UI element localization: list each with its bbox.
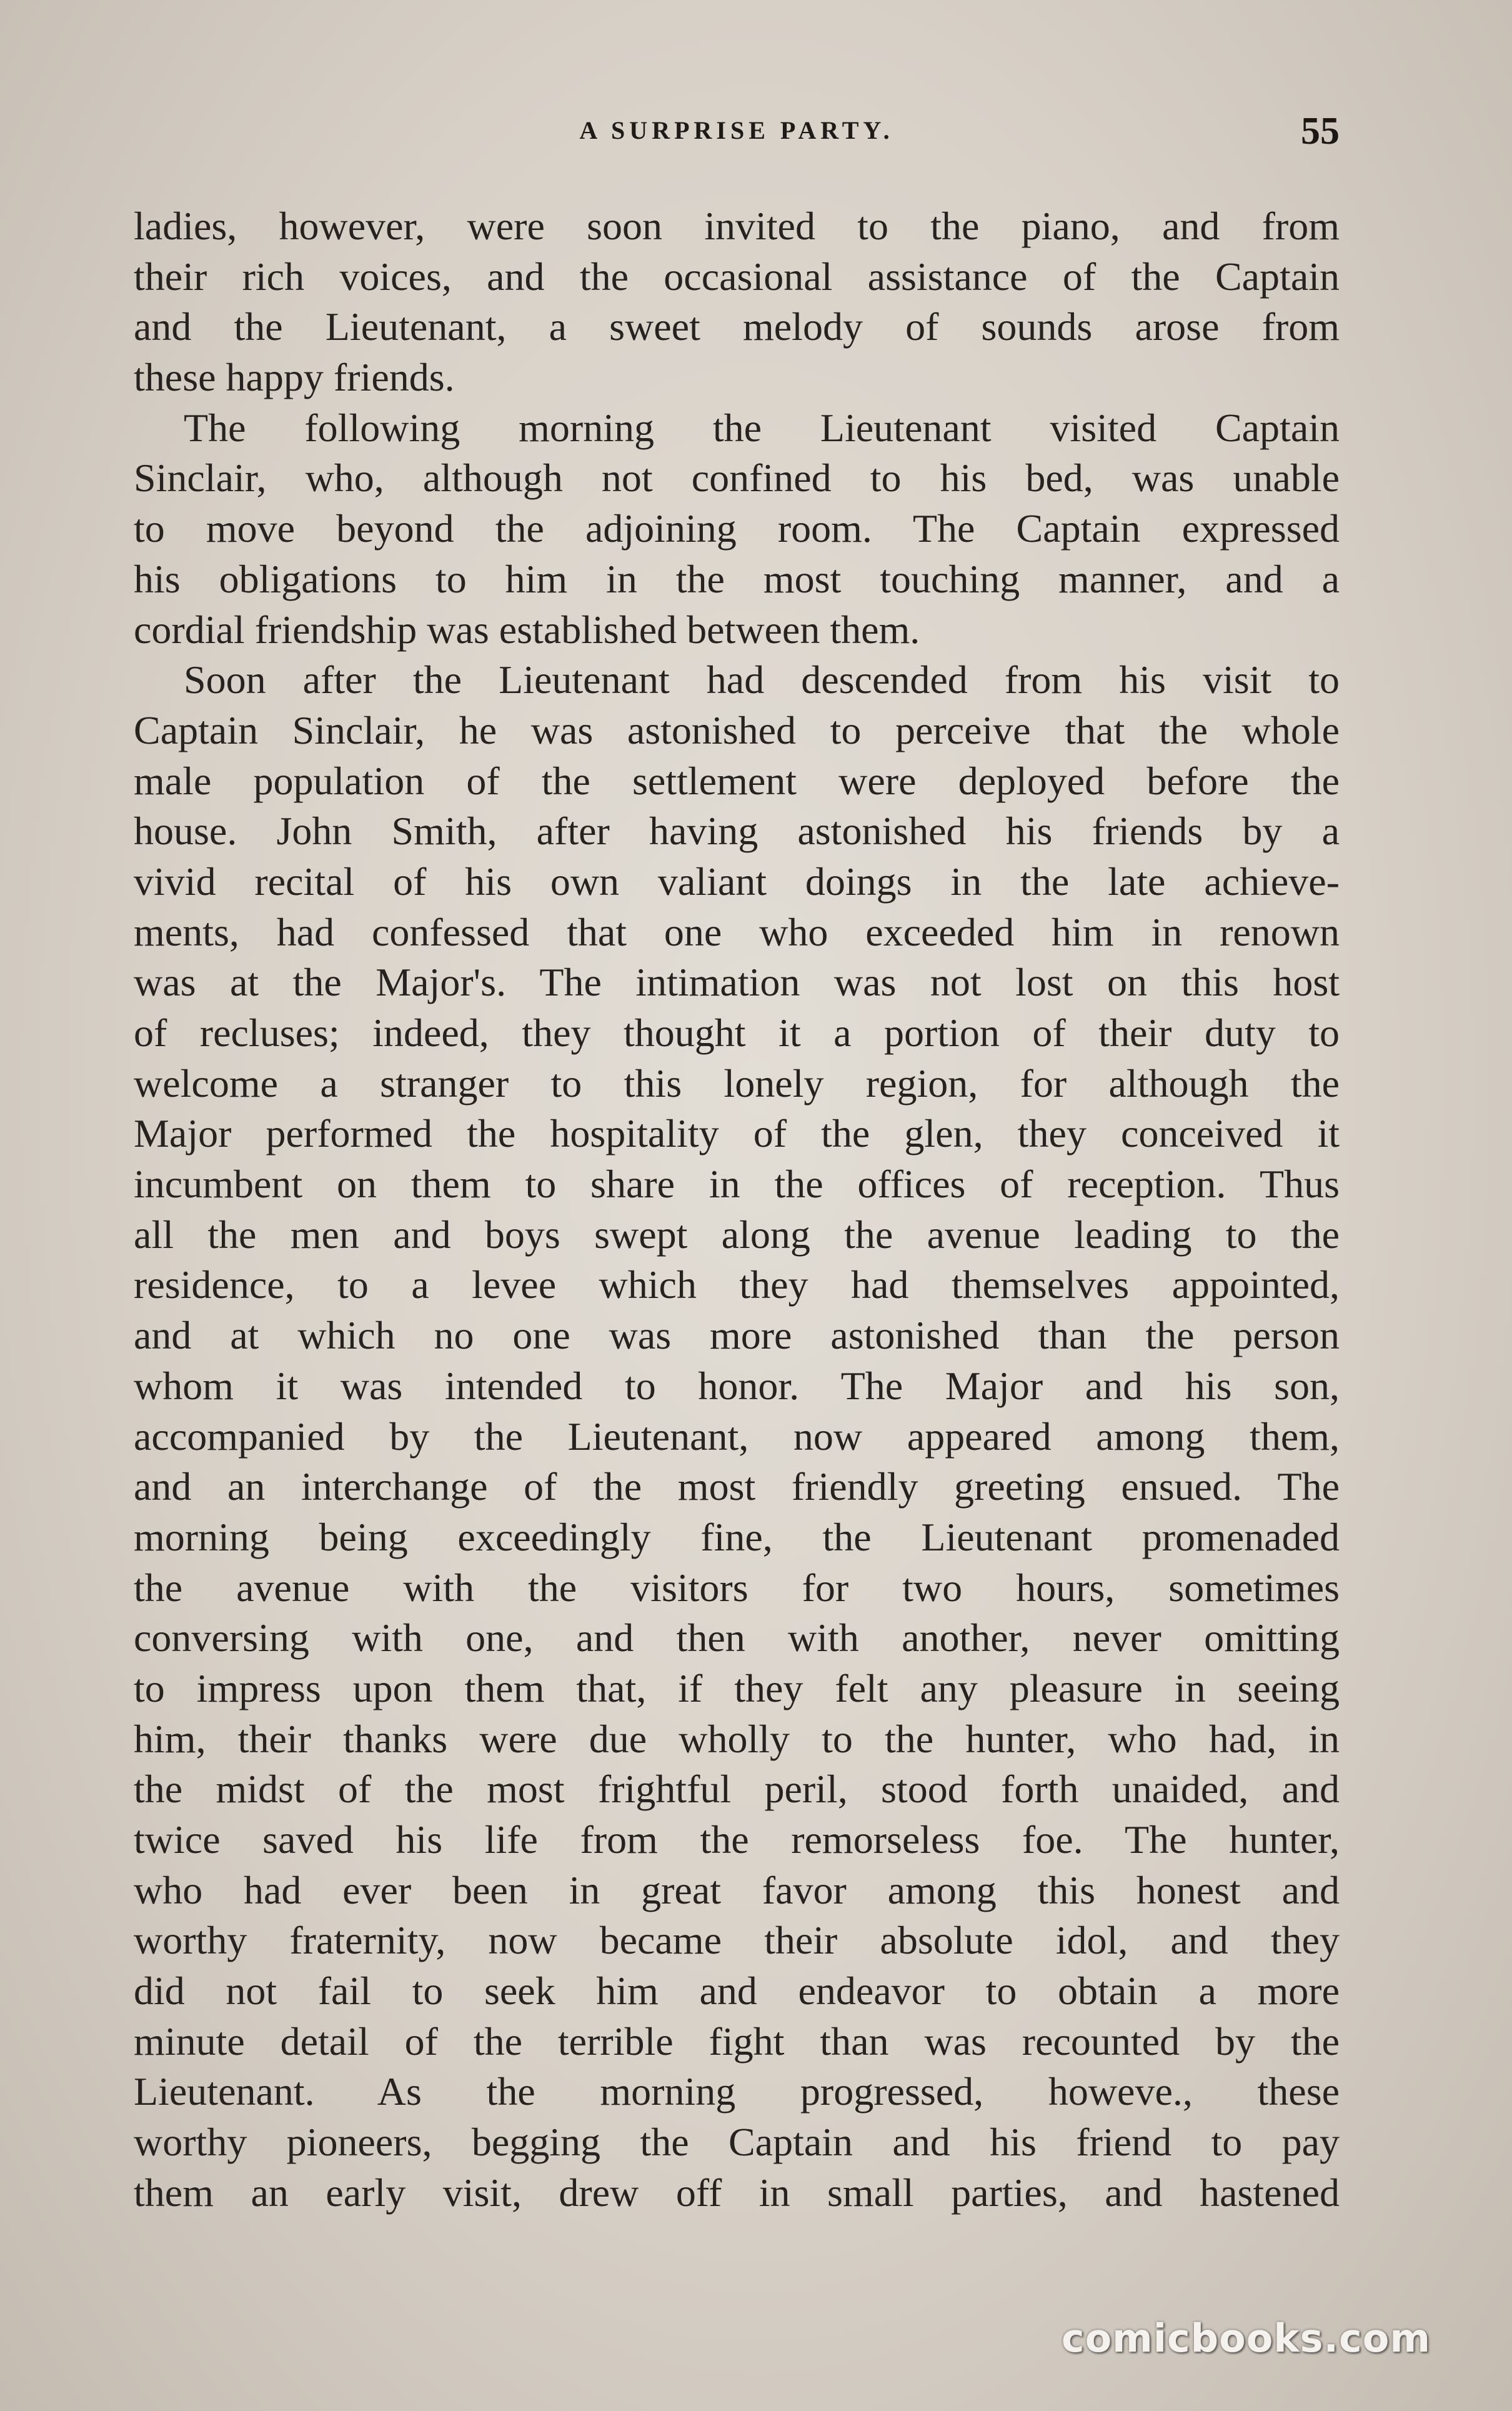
text-line: to move beyond the adjoining room. The Captain expressed <box>134 506 1340 551</box>
text-line: his obligations to him in the most touching manner, and a <box>134 556 1340 601</box>
text-line: these happy friends. <box>134 355 455 400</box>
text-line: cordial friendship was established between them. <box>134 607 920 652</box>
text-line: the avenue with the visitors for two hours, sometimes <box>134 1565 1340 1610</box>
text-line: and an interchange of the most friendly greeting ensued. The <box>134 1464 1340 1509</box>
text-line: and at which no one was more astonished than the person <box>134 1313 1340 1358</box>
body-text <box>134 201 1340 2219</box>
text-line: Soon after the Lieutenant had descended from his visit to <box>184 657 1340 702</box>
text-line: whom it was intended to honor. The Major and his son, <box>134 1363 1340 1408</box>
text-line: male population of the settlement were deployed before the <box>134 758 1340 803</box>
text-line: The following morning the Lieutenant visited Captain <box>184 405 1340 450</box>
text-line: him, their thanks were due wholly to the hunter, who had, in <box>134 1716 1340 1761</box>
text-line: welcome a stranger to this lonely region, for although the <box>134 1061 1340 1106</box>
text-line: incumbent on them to share in the offices of reception. Thus <box>134 1162 1340 1207</box>
text-line: morning being exceedingly fine, the Lieutenant promenaded <box>134 1514 1340 1559</box>
text-line: who had ever been in great favor among this honest and <box>134 1867 1340 1912</box>
text-line: worthy fraternity, now became their absolute idol, and they <box>134 1918 1340 1963</box>
text-line: to impress upon them that, if they felt any pleasure in seeing <box>134 1665 1340 1710</box>
running-title: A SURPRISE PARTY. <box>579 116 894 144</box>
text-line: minute detail of the terrible fight than was recounted by the <box>134 2019 1340 2064</box>
text-line: accompanied by the Lieutenant, now appeared among them, <box>134 1414 1340 1459</box>
text-line: the midst of the most frightful peril, stood forth unaided, and <box>134 1767 1340 1812</box>
text-line: worthy pioneers, begging the Captain and his friend to pay <box>134 2120 1340 2165</box>
watermark: comicbooks.com <box>1061 2315 1431 2361</box>
text-line: vivid recital of his own valiant doings in the late achieve- <box>134 859 1340 904</box>
text-line: Lieutenant. As the morning progressed, howeve., these <box>134 2069 1340 2114</box>
text-line: Major performed the hospitality of the glen, they conceived it <box>134 1111 1340 1156</box>
text-line: house. John Smith, after having astonished his friends by a <box>134 809 1340 854</box>
text-line: ments, had confessed that one who exceeded him in renown <box>134 909 1340 954</box>
text-line: conversing with one, and then with another, never omitting <box>134 1615 1340 1660</box>
text-line: did not fail to seek him and endeavor to obtain a more <box>134 1969 1340 2014</box>
text-line: their rich voices, and the occasional assistance of the Captain <box>134 254 1340 299</box>
text-line: of recluses; indeed, they thought it a portion of their duty to <box>134 1011 1340 1055</box>
page-number: 55 <box>1301 110 1340 152</box>
text-line: them an early visit, drew off in small parties, and hastened <box>134 2170 1340 2215</box>
text-line: and the Lieutenant, a sweet melody of sounds arose from <box>134 304 1340 349</box>
text-line: Sinclair, who, although not confined to his bed, was unable <box>134 456 1340 501</box>
text-line: ladies, however, were soon invited to the piano, and from <box>134 204 1340 248</box>
running-head <box>134 109 1340 159</box>
text-line: residence, to a levee which they had themselves appointed, <box>134 1262 1340 1307</box>
text-line: Captain Sinclair, he was astonished to perceive that the whole <box>134 707 1340 752</box>
text-line: twice saved his life from the remorseless foe. The hunter, <box>134 1817 1340 1862</box>
text-line: all the men and boys swept along the avenue leading to the <box>134 1212 1340 1257</box>
text-line: was at the Major's. The intimation was not lost on this host <box>134 960 1340 1005</box>
